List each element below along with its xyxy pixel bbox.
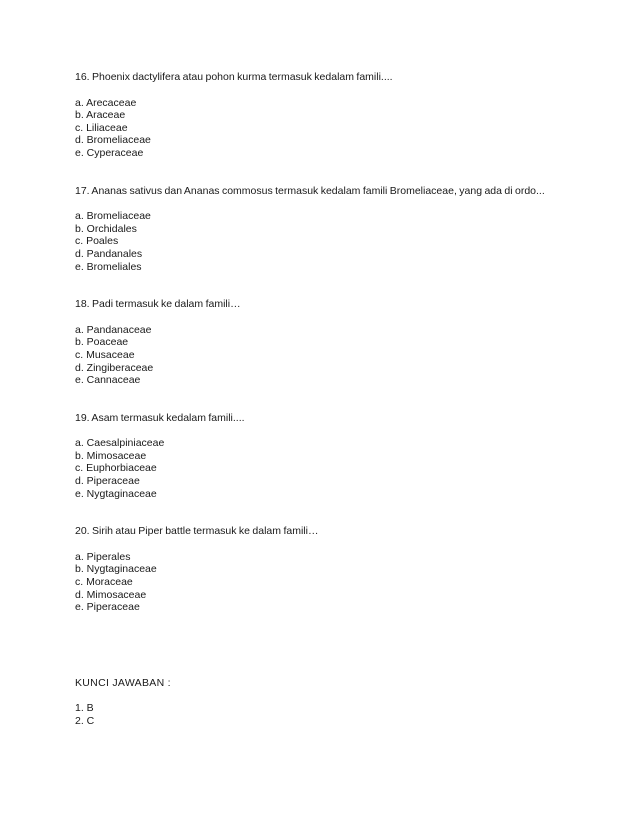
answer-item: 1. B <box>75 702 94 715</box>
option-item: d. Zingiberaceae <box>75 361 154 374</box>
spacer <box>75 273 565 298</box>
option-item: d. Piperaceae <box>75 475 140 488</box>
question-text: 19. Asam termasuk kedalam famili.... <box>75 411 245 424</box>
option-item: d. Bromeliaceae <box>75 134 151 147</box>
option-item: a. Piperales <box>75 550 131 563</box>
question-16 <box>75 71 565 160</box>
spacer <box>75 614 565 677</box>
question-19 <box>75 412 565 501</box>
option-list <box>75 210 565 273</box>
option-item: d. Mimosaceae <box>75 588 147 601</box>
option-item: e. Piperaceae <box>75 601 140 614</box>
option-item: a. Bromeliaceae <box>75 210 151 223</box>
option-item: c. Euphorbiaceae <box>75 462 157 475</box>
option-item: c. Moraceae <box>75 576 133 589</box>
option-item: a. Arecaceae <box>75 96 137 109</box>
question-text: 20. Sirih atau Piper battle termasuk ke dalam famili… <box>75 525 319 538</box>
option-item: c. Liliaceae <box>75 121 128 134</box>
answer-item: 2. C <box>75 715 95 727</box>
option-list <box>75 324 565 387</box>
option-item: e. Cannaceae <box>75 374 141 387</box>
option-item: e. Cyperaceae <box>75 146 144 159</box>
option-item: b. Nygtaginaceae <box>75 563 157 576</box>
question-20 <box>75 525 565 614</box>
answer-key <box>75 677 565 728</box>
question-text: 17. Ananas sativus dan Ananas commosus termasuk kedalam famili Bromeliaceae, yang ada di ordo... <box>75 184 545 197</box>
option-item: a. Caesalpiniaceae <box>75 437 165 450</box>
option-item: b. Araceae <box>75 109 126 122</box>
answer-key-title: KUNCI JAWABAN : <box>75 676 171 689</box>
option-list <box>75 437 565 500</box>
option-item: d. Pandanales <box>75 247 143 260</box>
option-list <box>75 97 565 160</box>
option-item: b. Mimosaceae <box>75 449 147 462</box>
option-item: e. Nygtaginaceae <box>75 487 157 500</box>
question-text: 18. Padi termasuk ke dalam famili… <box>75 298 241 311</box>
answer-list <box>75 702 565 727</box>
option-item: b. Orchidales <box>75 222 137 235</box>
option-item: e. Bromeliales <box>75 260 142 273</box>
document-body <box>75 71 565 728</box>
option-item: c. Poales <box>75 235 119 248</box>
option-item: b. Poaceae <box>75 336 129 349</box>
option-item: a. Pandanaceae <box>75 323 152 336</box>
spacer <box>75 387 565 412</box>
spacer <box>75 500 565 525</box>
question-18 <box>75 298 565 387</box>
question-17 <box>75 185 565 274</box>
option-item: c. Musaceae <box>75 348 135 361</box>
option-list <box>75 551 565 614</box>
spacer <box>75 160 565 185</box>
question-text: 16. Phoenix dactylifera atau pohon kurma termasuk kedalam famili.... <box>75 71 393 83</box>
